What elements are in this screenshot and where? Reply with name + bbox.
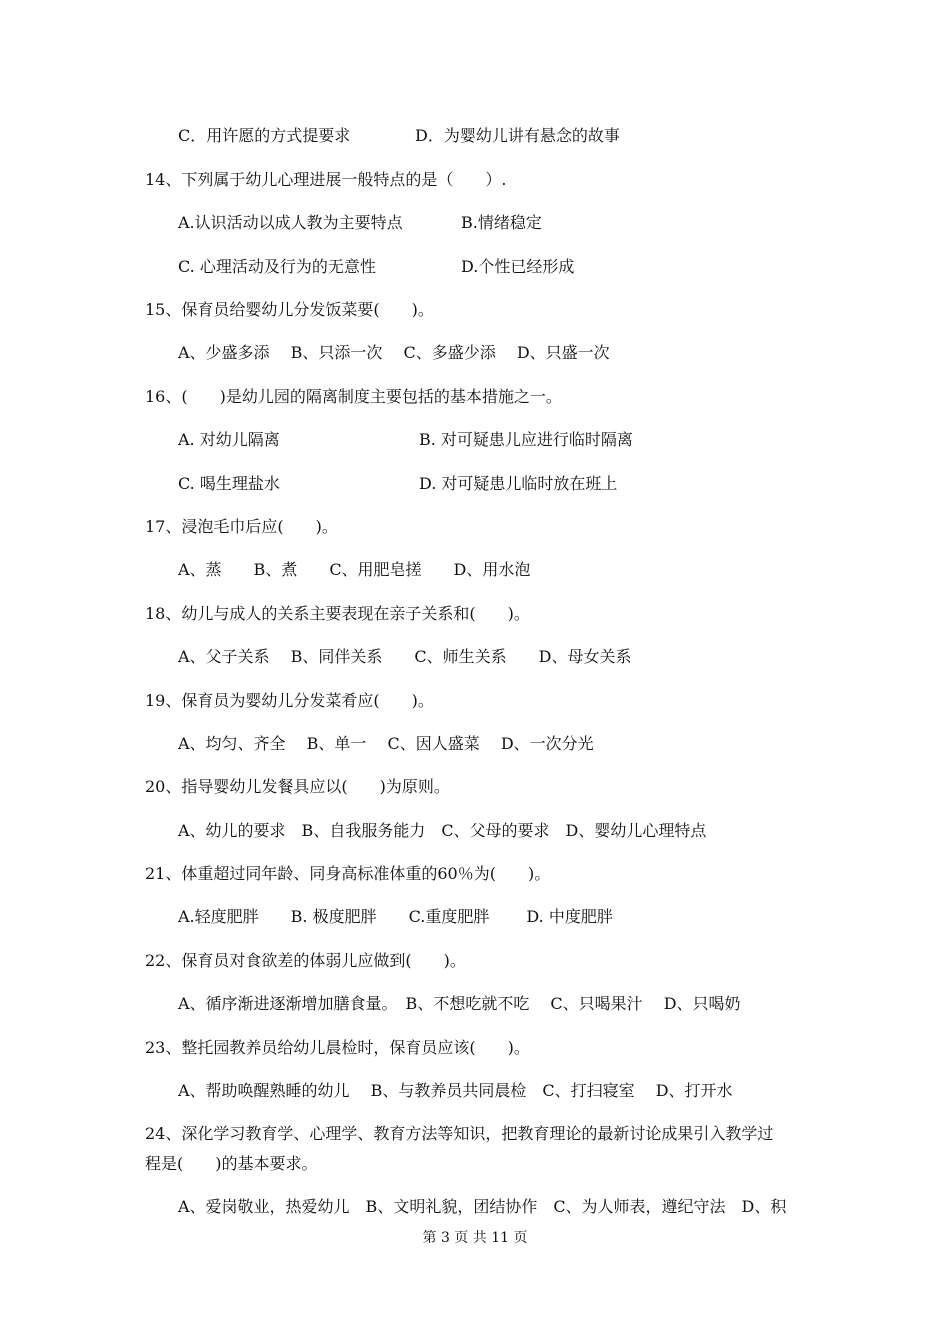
option-text: A、爱岗敬业，热爱幼儿 B、文明礼貌，团结协作 C、为人师表，遵纪守法 D、积 bbox=[178, 1197, 787, 1216]
option-text: A. 对幼儿隔离 bbox=[178, 430, 280, 449]
question-text: 15、保育员给婴幼儿分发饭菜要( )。 bbox=[145, 300, 434, 319]
question-text: 24、深化学习教育学、心理学、教育方法等知识，把教育理论的最新讨论成果引入教学过 bbox=[145, 1124, 774, 1143]
question-text: 18、幼儿与成人的关系主要表现在亲子关系和( )。 bbox=[145, 604, 530, 623]
question-text: 19、保育员为婴幼儿分发菜肴应( )。 bbox=[145, 691, 434, 710]
question-text: 20、指导婴幼儿发餐具应以( )为原则。 bbox=[145, 777, 450, 796]
option-text: A.认识活动以成人教为主要特点 bbox=[178, 213, 403, 232]
option-text: A、蒸 B、煮 C、用肥皂搓 D、用水泡 bbox=[178, 560, 531, 579]
question-text: 16、( )是幼儿园的隔离制度主要包括的基本措施之一。 bbox=[145, 387, 562, 406]
option-text: B.情绪稳定 bbox=[461, 213, 542, 232]
option-text: C．用许愿的方式提要求 bbox=[178, 126, 351, 145]
option-text: A.轻度肥胖 B. 极度肥胖 C.重度肥胖 D. 中度肥胖 bbox=[178, 907, 613, 926]
option-text: A、少盛多添 B、只添一次 C、多盛少添 D、只盛一次 bbox=[178, 343, 610, 362]
option-text: B. 对可疑患儿应进行临时隔离 bbox=[419, 430, 633, 449]
question-text: 17、浸泡毛巾后应( )。 bbox=[145, 517, 338, 536]
question-text: 23、整托园教养员给幼儿晨检时，保育员应该( )。 bbox=[145, 1038, 530, 1057]
question-text: 程是( )的基本要求。 bbox=[145, 1154, 318, 1173]
option-text: D．为婴幼儿讲有悬念的故事 bbox=[415, 126, 620, 145]
question-text: 14、下列属于幼儿心理进展一般特点的是（ ）. bbox=[145, 170, 507, 189]
option-text: A、幼儿的要求 B、自我服务能力 C、父母的要求 D、婴幼儿心理特点 bbox=[178, 821, 707, 840]
option-text: A、父子关系 B、同伴关系 C、师生关系 D、母女关系 bbox=[178, 647, 632, 666]
option-text: A、帮助唤醒熟睡的幼儿 B、与教养员共同晨检 C、打扫寝室 D、打开水 bbox=[178, 1081, 733, 1100]
page-footer: 第 3 页 共 11 页 bbox=[422, 1230, 528, 1246]
option-text: C. 喝生理盐水 bbox=[178, 474, 280, 493]
option-text: A、均匀、齐全 B、单一 C、因人盛菜 D、一次分光 bbox=[178, 734, 594, 753]
option-text: A、循序渐进逐渐增加膳食量。 B、不想吃就不吃 C、只喝果汁 D、只喝奶 bbox=[178, 994, 741, 1013]
question-text: 21、体重超过同年龄、同身高标准体重的60％为( )。 bbox=[145, 864, 551, 883]
question-text: 22、保育员对食欲差的体弱儿应做到( )。 bbox=[145, 951, 466, 970]
option-text: C. 心理活动及行为的无意性 bbox=[178, 257, 376, 276]
option-text: D. 对可疑患儿临时放在班上 bbox=[419, 474, 618, 493]
option-text: D.个性已经形成 bbox=[461, 257, 575, 276]
